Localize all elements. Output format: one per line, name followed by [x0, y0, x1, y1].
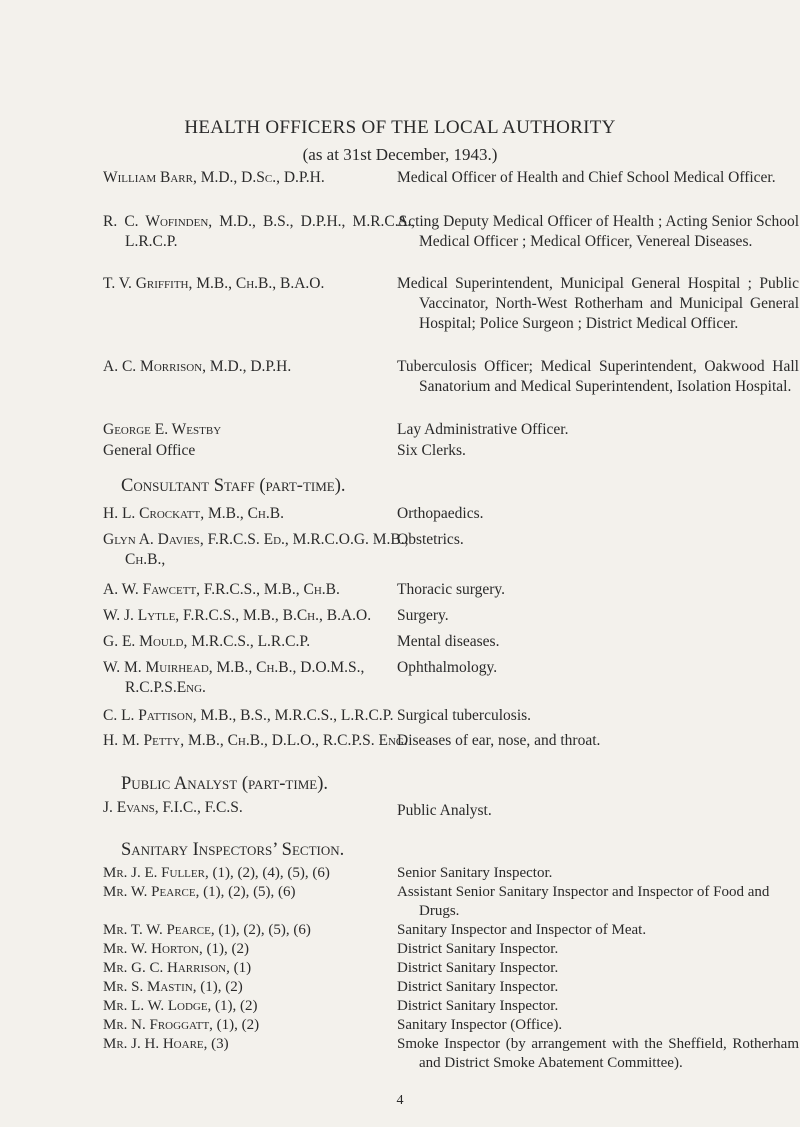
inspector-role: District Sanitary Inspector.	[397, 979, 559, 995]
consultant-role: Diseases of ear, nose, and throat.	[397, 732, 601, 749]
analyst-role: Public Analyst.	[397, 802, 492, 819]
analyst-heading: Public Analyst (part-time).	[121, 774, 328, 794]
page-subtitle: (as at 31st December, 1943.)	[302, 145, 498, 164]
consultant-name: H. M. Petty, M.B., Ch.B., D.L.O., R.C.P.S. Eng.	[103, 732, 408, 749]
inspector-name: Mr. J. H. Hoare, (3)	[103, 1036, 229, 1052]
analyst-name: J. Evans, F.I.C., F.C.S.	[103, 799, 243, 816]
consultant-role: Thoracic surgery.	[397, 581, 506, 598]
officer-role: Tuberculosis Officer; Medical Superintendent, Oakwood Hall Sanatorium and Medical Superintendent, Isolation Hospital.	[397, 358, 799, 395]
inspector-role: Sanitary Inspector and Inspector of Meat.	[397, 922, 647, 938]
inspector-role: Senior Sanitary Inspector.	[397, 865, 553, 881]
consultant-role: Obstetrics.	[397, 531, 464, 548]
consultant-role: Mental diseases.	[397, 633, 500, 650]
consultant-role: Ophthalmology.	[397, 659, 498, 676]
officer-name: R. C. Wofinden, M.D., B.S., D.P.H., M.R.C.S., L.R.C.P.	[103, 213, 415, 250]
officer-role: Medical Superintendent, Municipal General Hospital ; Public Vaccinator, North-West Rotherham and Municipal General Hospital; Police Surgeon ; District Medical Officer.	[397, 275, 799, 332]
inspector-name: Mr. L. W. Lodge, (1), (2)	[103, 998, 258, 1014]
officer-name: General Office	[103, 442, 196, 459]
inspector-role: District Sanitary Inspector.	[397, 998, 559, 1014]
sanitary-heading: Sanitary Inspectors’ Section.	[121, 840, 345, 860]
consultant-name: H. L. Crockatt, M.B., Ch.B.	[103, 505, 284, 522]
inspector-role: Sanitary Inspector (Office).	[397, 1017, 563, 1033]
inspector-role: Smoke Inspector (by arrangement with the Sheffield, Rotherham and District Smoke Abatement Committee).	[397, 1036, 799, 1071]
officer-name: George E. Westby	[103, 421, 222, 438]
inspector-name: Mr. N. Froggatt, (1), (2)	[103, 1017, 260, 1033]
inspector-name: Mr. J. E. Fuller, (1), (2), (4), (5), (6)	[103, 865, 330, 881]
officer-name: T. V. Griffith, M.B., Ch.B., B.A.O.	[103, 275, 325, 292]
consultant-name: A. W. Fawcett, F.R.C.S., M.B., Ch.B.	[103, 581, 340, 598]
consultant-name: C. L. Pattison, M.B., B.S., M.R.C.S., L.R.C.P.	[103, 707, 394, 724]
consultant-name: G. E. Mould, M.R.C.S., L.R.C.P.	[103, 633, 311, 650]
inspector-name: Mr. S. Mastin, (1), (2)	[103, 979, 243, 995]
consultant-role: Orthopaedics.	[397, 505, 484, 522]
page-title: HEALTH OFFICERS OF THE LOCAL AUTHORITY	[184, 117, 616, 138]
inspector-name: Mr. W. Horton, (1), (2)	[103, 941, 250, 957]
consultant-heading: Consultant Staff (part-time).	[121, 476, 346, 496]
inspector-role: District Sanitary Inspector.	[397, 941, 559, 957]
inspector-role: Assistant Senior Sanitary Inspector and Inspector of Food and Drugs.	[397, 884, 770, 919]
officer-role: Acting Deputy Medical Officer of Health ; Acting Senior School Medical Officer ; Medical Officer, Venereal Diseases.	[397, 213, 799, 250]
officer-role: Six Clerks.	[397, 442, 466, 459]
officer-role: Lay Administrative Officer.	[397, 421, 569, 438]
page-number: 4	[396, 1093, 404, 1108]
consultant-name: W. J. Lytle, F.R.C.S., M.B., B.Ch., B.A.O.	[103, 607, 372, 624]
inspector-name: Mr. W. Pearce, (1), (2), (5), (6)	[103, 884, 296, 900]
consultant-name: Glyn A. Davies, F.R.C.S. Ed., M.R.C.O.G. M.B., Ch.B.,	[103, 531, 409, 568]
consultant-name: W. M. Muirhead, M.B., Ch.B., D.O.M.S., R.C.P.S.Eng.	[103, 659, 365, 696]
officer-name: A. C. Morrison, M.D., D.P.H.	[103, 358, 292, 375]
officer-role: Medical Officer of Health and Chief School Medical Officer.	[397, 169, 776, 186]
inspector-name: Mr. G. C. Harrison, (1)	[103, 960, 252, 976]
consultant-role: Surgery.	[397, 607, 449, 624]
consultant-role: Surgical tuberculosis.	[397, 707, 532, 724]
officer-name: William Barr, M.D., D.Sc., D.P.H.	[103, 169, 325, 186]
inspector-name: Mr. T. W. Pearce, (1), (2), (5), (6)	[103, 922, 311, 938]
inspector-role: District Sanitary Inspector.	[397, 960, 559, 976]
